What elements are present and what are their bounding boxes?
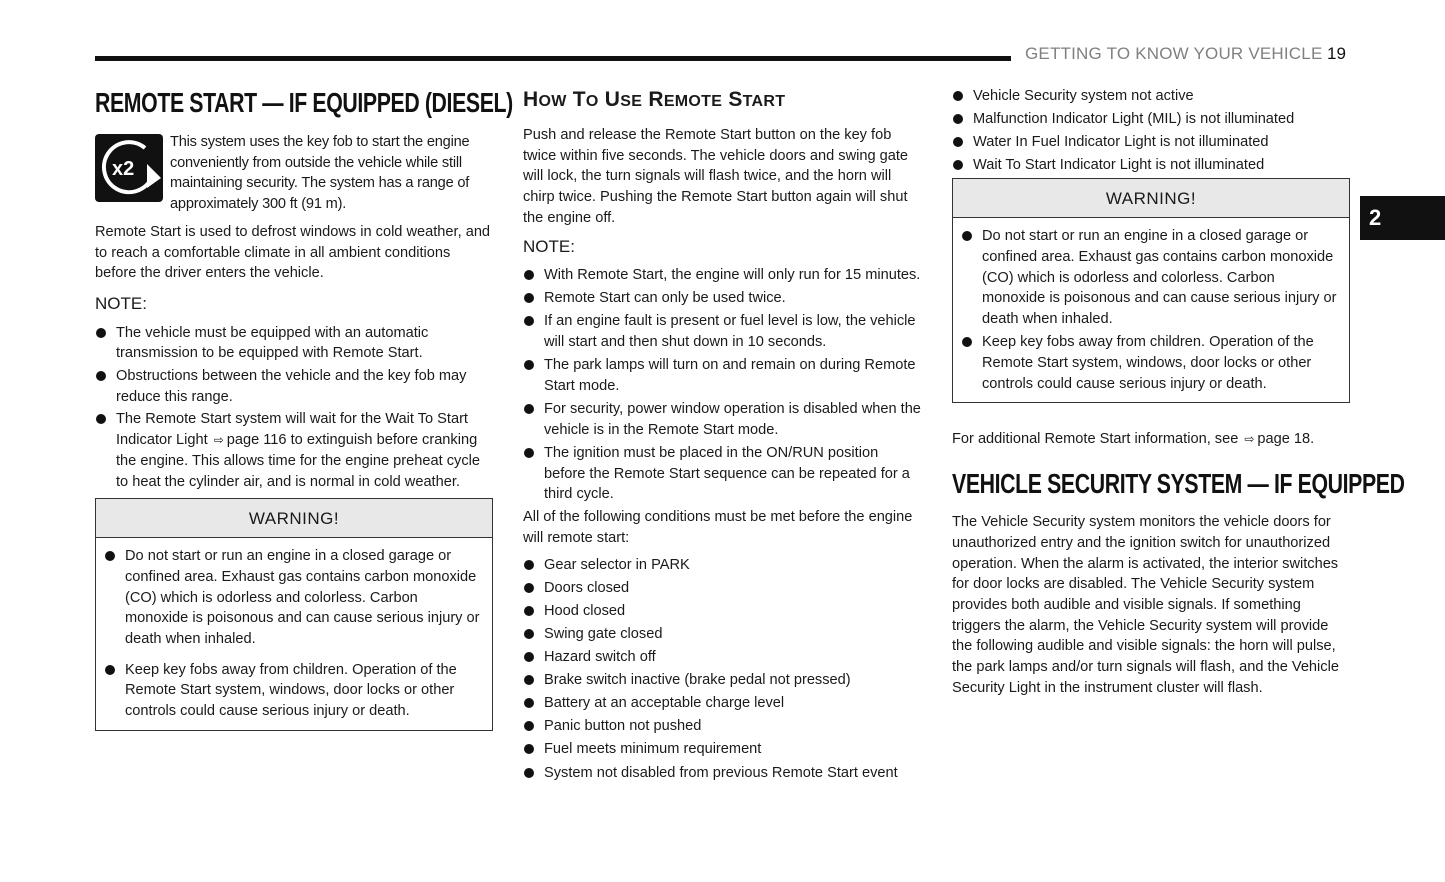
list-item: The ignition must be placed in the ON/RUN position before the Remote Start sequence can be repeated for a third cycle. [523,443,923,505]
header-rule [95,56,1011,61]
list-item: Hood closed [523,601,923,622]
column-security [952,86,1405,698]
warning-list [961,226,1337,394]
warning-box [952,178,1350,403]
heading-letters: EMOTE [663,93,723,110]
page-reference-arrow-icon: ⇨ [213,433,224,448]
list-item: Battery at an acceptable charge level [523,693,923,714]
subheading-how-to-use [523,85,923,117]
list-item: Hazard switch off [523,647,923,668]
note-text: to extinguish before cranking the engine. This allows time for the engine preheat cycle to heat the cylinder air, and is normal in cold weather. [116,432,480,490]
list-item: Wait To Start Indicator Light is not illuminated [952,155,1350,176]
list-item: Obstructions between the vehicle and the key fob may reduce this range. [95,366,493,407]
heading-letter: H [523,88,539,111]
list-item [95,409,493,492]
warning-title: WARNING! [953,179,1349,218]
heading-letters: OW [538,93,567,110]
note-list [523,265,923,505]
conditions-list [523,555,923,784]
heading-letters: TART [742,93,786,110]
heading-letter: S [728,88,743,111]
list-item: Water In Fuel Indicator Light is not illuminated [952,132,1350,153]
warning-box [95,498,493,731]
fob-intro-block [95,132,493,215]
warning-body [953,218,1349,402]
list-item: For security, power window operation is disabled when the vehicle is in the Remote Start mode. [523,399,923,440]
section-heading-vehicle-security: VEHICLE SECURITY SYSTEM — IF EQUIPPED [952,468,1405,500]
fob-intro-text: This system uses the key fob to start the engine conveniently from outside the vehicle while still maintaining security. The system has a range of approximately 300 ft (91 m). [170,134,470,213]
list-item: Remote Start can only be used twice. [523,288,923,309]
list-item: Do not start or run an engine in a closed garage or confined area. Exhaust gas contains carbon monoxide (CO) which is odorless and colorless. Carbon monoxide is poisonous and can cause serious injury or death when inhaled. [104,546,480,650]
column-remote-start-diesel [95,85,513,731]
list-item: Malfunction Indicator Light (MIL) is not illuminated [952,109,1350,130]
heading-letters: SE [620,93,643,110]
vehicle-security-text: The Vehicle Security system monitors the vehicle doors for unauthorized entry and the ignition switch for unauthorized operation. When the alarm is activated, the interior switches for door locks are disabled. The Vehicle Security system provides both audible and visible signals. If something triggers the alarm, the Vehicle Security system will provide the following audible and visible signals: the horn will pulse, the park lamps and/or turn signals will flash, and the Vehicle Security Light in the instrument cluster will flash. [952,514,1339,696]
conditions-intro: All of the following conditions must be met before the engine will remote start: [523,509,913,546]
heading-letters: O [585,93,599,110]
list-item: Keep key fobs away from children. Operation of the Remote Start system, windows, door locks or other controls could cause serious injury or death. [961,332,1337,394]
section-heading-remote-start: REMOTE START — IF EQUIPPED (DIESEL) [95,87,513,118]
list-item: Fuel meets minimum requirement [523,739,923,760]
list-item: Swing gate closed [523,624,923,645]
warning-list [104,546,480,722]
list-item: Do not start or run an engine in a closed garage or confined area. Exhaust gas contains carbon monoxide (CO) which is odorless and colorless. Carbon monoxide is poisonous and can cause serious injury or death when inhaled. [961,226,1337,330]
remote-start-x2-graphic [95,134,163,202]
heading-letter: U [604,88,621,111]
page-reference-link[interactable]: page 18. [1257,431,1315,448]
note-label: NOTE: [95,293,147,313]
conditions-list-continued [952,86,1350,176]
list-item: Doors closed [523,578,923,599]
note-text: The Remote Start system will wait for the Wait To Start Indicator Light [116,411,468,449]
running-head: GETTING TO KNOW YOUR VEHICLE [1025,44,1323,63]
additional-info [952,429,1350,450]
remote-start-x2-icon [95,134,163,202]
remote-start-purpose: Remote Start is used to defrost windows in cold weather, and to reach a comfortable climate in all ambient conditions before the driver enters the vehicle. [95,223,491,282]
fob-icon-label: x2 [112,158,135,180]
list-item: If an engine fault is present or fuel level is low, the vehicle will start and then shut down in 10 seconds. [523,311,923,352]
warning-body [96,538,492,730]
additional-text: For additional Remote Start information, see [952,431,1239,448]
chapter-tab[interactable]: 2 [1360,196,1445,240]
heading-letter: R [648,88,664,111]
page-reference-arrow-icon: ⇨ [1244,432,1255,447]
list-item: Gear selector in PARK [523,555,923,576]
list-item: With Remote Start, the engine will only run for 15 minutes. [523,265,923,286]
note-list [95,323,493,493]
how-to-use-text: Push and release the Remote Start button on the key fob twice within five seconds. The vehicle doors and swing gate will lock, the turn signals will flash twice, and the horn will chirp twice. Pushing the Remote Start button again will shut the engine off. [523,127,909,226]
list-item: The vehicle must be equipped with an automatic transmission to be equipped with Remote Start. [95,323,493,364]
list-item: Keep key fobs away from children. Operation of the Remote Start system, windows, door locks or other controls could cause serious injury or death. [104,660,480,722]
list-item: Panic button not pushed [523,716,923,737]
list-item: Brake switch inactive (brake pedal not pressed) [523,670,923,691]
page-number: 19 [1327,44,1346,63]
list-item: The park lamps will turn on and remain on during Remote Start mode. [523,355,923,396]
list-item: Vehicle Security system not active [952,86,1350,107]
warning-title: WARNING! [96,499,492,538]
list-item: System not disabled from previous Remote Start event [523,763,923,784]
page-reference-link[interactable]: page 116 [226,432,287,449]
heading-letter: T [572,88,586,111]
note-label: NOTE: [523,236,575,256]
column-how-to-use [523,85,923,786]
